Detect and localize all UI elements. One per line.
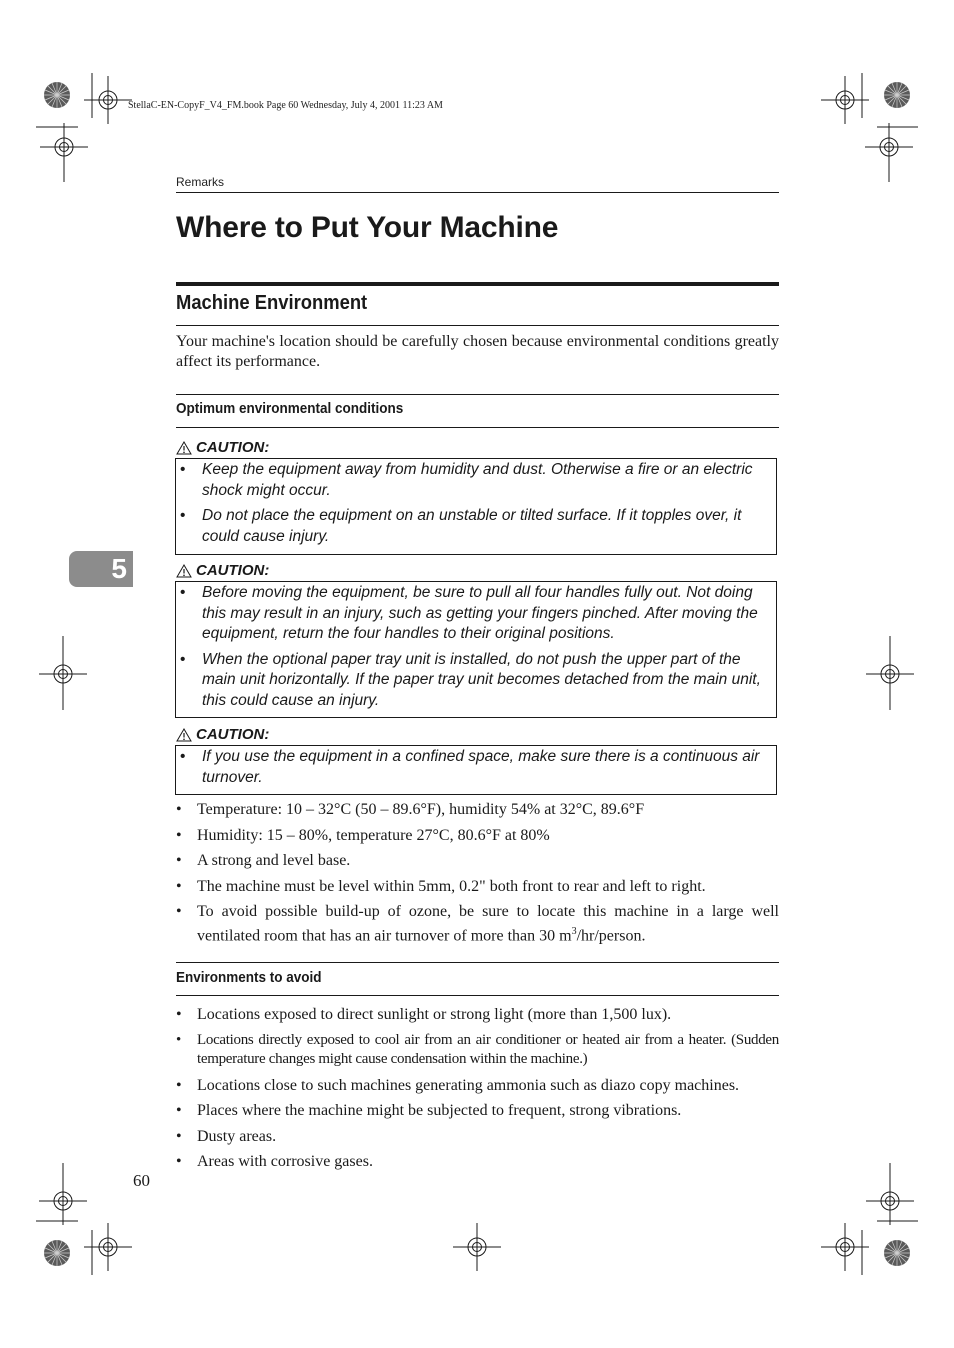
bullet-glyph: •	[180, 748, 186, 765]
list-item	[176, 1005, 779, 1025]
bullet-glyph: •	[176, 1006, 182, 1023]
chapter-tab: 5	[69, 551, 133, 587]
running-head: Remarks	[176, 175, 225, 189]
list-item	[176, 902, 779, 945]
bullet-glyph: •	[176, 852, 182, 869]
list-item-text: The machine must be level within 5mm, 0.2" both front to rear and left to right.	[197, 877, 706, 895]
bullet-glyph: •	[180, 584, 186, 601]
caution-label-text: CAUTION:	[196, 726, 270, 743]
superscript: 3	[571, 925, 577, 937]
caution-label	[176, 562, 269, 579]
list-item-text: Locations directly exposed to cool air from an air conditioner or heated air from a heater. (Sudden temperature changes might cause condensation within the machine.)	[197, 1031, 779, 1067]
list-item-text: Areas with corrosive gases.	[197, 1153, 373, 1170]
subsection-optimum-top-rule	[176, 394, 779, 395]
avoid-list	[176, 1005, 779, 1178]
bullet-glyph: •	[176, 1153, 182, 1170]
section-title: Machine Environment	[176, 292, 368, 314]
caution-item-text: Keep the equipment away from humidity and dust. Otherwise a fire or an electric shock might occur.	[202, 461, 753, 499]
bullet-glyph: •	[176, 877, 182, 895]
caution-item-text: Before moving the equipment, be sure to pull all four handles fully out. Not doing this may result in an injury, such as getting your fingers pinched. After moving the equipment, return the four handles to their original positions.	[202, 584, 758, 642]
list-item	[176, 877, 779, 897]
subsection-optimum-title: Optimum environmental conditions	[176, 400, 404, 417]
bullet-glyph: •	[180, 650, 186, 668]
list-item-text: Locations close to such machines generating ammonia such as diazo copy machines.	[197, 1076, 740, 1094]
list-item	[176, 1031, 779, 1070]
warning-triangle-icon	[176, 728, 192, 742]
caution-label-text: CAUTION:	[196, 562, 270, 579]
list-item-text: Dusty areas.	[197, 1127, 277, 1145]
intro-paragraph: Your machine's location should be carefully chosen because environmental conditions greatly affect its performance.	[176, 333, 779, 370]
caution-box	[175, 458, 777, 555]
caution-label-text: CAUTION:	[196, 439, 270, 456]
bullet-glyph: •	[180, 507, 186, 524]
file-header: StellaC-EN-CopyF_V4_FM.book Page 60 Wednesday, July 4, 2001 11:23 AM	[128, 100, 443, 111]
subsection-optimum-bottom-rule	[176, 427, 779, 428]
subsection-avoid-top-rule	[176, 962, 779, 963]
list-item	[176, 826, 779, 846]
section-bottom-rule	[176, 325, 779, 326]
running-head-rule	[176, 192, 779, 193]
bullet-glyph: •	[176, 1127, 182, 1145]
caution-box	[175, 745, 777, 795]
caution-item	[176, 506, 768, 547]
section-top-rule	[176, 282, 779, 286]
bullet-glyph: •	[176, 903, 182, 920]
bullet-glyph: •	[176, 826, 182, 844]
list-item	[176, 800, 779, 820]
list-item	[176, 1127, 779, 1147]
list-item-text: Locations exposed to direct sunlight or strong light (more than 1,500 lux).	[197, 1006, 672, 1023]
caution-item-text: Do not place the equipment on an unstable or tilted surface. If it topples over, it could cause injury.	[202, 507, 742, 545]
subsection-avoid-title: Environments to avoid	[176, 969, 322, 986]
caution-item	[176, 747, 768, 788]
bullet-glyph: •	[176, 1031, 181, 1048]
bullet-glyph: •	[180, 461, 186, 478]
caution-item	[176, 460, 768, 501]
caution-item-text: If you use the equipment in a confined space, make sure there is a continuous air turnover.	[202, 748, 760, 786]
list-item	[176, 1101, 779, 1121]
list-item	[176, 1076, 779, 1096]
caution-item	[176, 583, 768, 645]
warning-triangle-icon	[176, 441, 192, 455]
caution-label	[176, 439, 269, 456]
subsection-avoid-bottom-rule	[176, 995, 779, 996]
list-item	[176, 1152, 779, 1172]
list-item-text: To avoid possible build-up of ozone, be sure to locate this machine in a large well ventilated room that has an air turnover of more than 30 m	[197, 903, 779, 944]
page-number: 60	[133, 1171, 150, 1190]
list-item-text: Humidity: 15 – 80%, temperature 27°C, 80.6°F at 80%	[197, 826, 550, 844]
list-item-text: Places where the machine might be subjected to frequent, strong vibrations.	[197, 1102, 682, 1119]
caution-box	[175, 581, 777, 718]
list-item-text: Temperature: 10 – 32°C (50 – 89.6°F), humidity 54% at 32°C, 89.6°F	[197, 801, 645, 818]
list-item-text: /hr/person.	[576, 926, 646, 944]
bullet-glyph: •	[176, 1102, 182, 1119]
list-item	[176, 851, 779, 871]
conditions-list	[176, 800, 779, 951]
warning-triangle-icon	[176, 564, 192, 578]
list-item-text: A strong and level base.	[197, 852, 351, 869]
caution-item	[176, 650, 768, 712]
caution-label	[176, 726, 269, 743]
bullet-glyph: •	[176, 801, 182, 818]
page-title: Where to Put Your Machine	[176, 211, 559, 244]
bullet-glyph: •	[176, 1076, 182, 1094]
caution-item-text: When the optional paper tray unit is installed, do not push the upper part of the main unit horizontally. If the paper tray unit becomes detached from the main unit, this could cause an injury.	[202, 650, 761, 709]
